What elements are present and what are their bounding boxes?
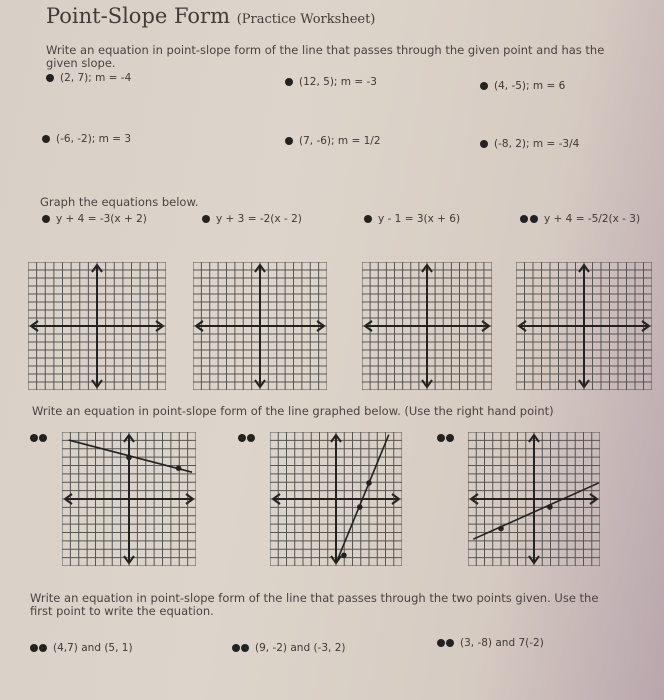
line-graph-3 <box>468 432 600 566</box>
bullet-icon <box>202 215 210 223</box>
problem-text: (12, 5); m = -3 <box>299 76 377 88</box>
equation-text: y - 1 = 3(x + 6) <box>378 213 461 225</box>
problem-text: (3, -8) and 7(-2) <box>460 637 544 649</box>
bullet-icon <box>30 644 38 652</box>
equation-text: y + 4 = -5/2(x - 3) <box>544 213 641 225</box>
bullet-icon <box>238 434 246 442</box>
line-point <box>126 455 132 461</box>
bullet-icon <box>285 78 293 86</box>
bullet-icon <box>480 140 488 148</box>
empty-grid-3[interactable] <box>362 262 492 390</box>
problem-text: (2, 7); m = -4 <box>60 72 132 84</box>
bullet-icon <box>437 639 445 647</box>
empty-grid-4[interactable] <box>516 262 652 390</box>
line-point <box>498 526 504 532</box>
graph-problem-3 <box>364 213 460 225</box>
section3-instructions: Write an equation in point-slope form of the line graphed below. (Use the right hand point) <box>32 404 554 418</box>
problem-4 <box>42 133 131 145</box>
graph-problem-1 <box>42 213 147 225</box>
section1-instructions: Write an equation in point-slope form of the line that passes through the given point and has the given slope. <box>46 43 605 70</box>
bullet-icon <box>241 644 249 652</box>
bullet-icon <box>364 215 372 223</box>
bullet-icon <box>39 644 47 652</box>
graph-problem-4 <box>520 213 640 225</box>
bullet-icon <box>446 434 454 442</box>
bullet-icon <box>30 434 38 442</box>
section4-instructions: Write an equation in point-slope form of the line that passes through the two points given. Use the first point to write the equation. <box>30 591 599 618</box>
problem-text: (4, -5); m = 6 <box>494 80 566 92</box>
bullet-pair <box>238 434 255 442</box>
problem-text: (4,7) and (5, 1) <box>53 642 133 654</box>
problem-text: (-8, 2); m = -3/4 <box>494 138 580 150</box>
bullet-icon <box>39 434 47 442</box>
bullet-icon <box>437 434 445 442</box>
line-point <box>176 465 182 471</box>
worksheet-title <box>46 4 375 28</box>
line-point <box>366 480 372 486</box>
equation-text: y + 4 = -3(x + 2) <box>56 213 147 225</box>
empty-grid-2[interactable] <box>193 262 327 390</box>
bullet-icon <box>480 82 488 90</box>
line-point <box>341 552 347 558</box>
bullet-pair <box>437 434 454 442</box>
problem-6 <box>480 138 579 150</box>
bullet-icon <box>530 215 538 223</box>
problem-5 <box>285 135 381 147</box>
problem-text: (9, -2) and (-3, 2) <box>255 642 346 654</box>
graphed-line <box>473 483 598 539</box>
problem-1 <box>46 72 131 84</box>
bullet-icon <box>446 639 454 647</box>
line-point <box>547 504 553 510</box>
equation-text: y + 3 = -2(x - 2) <box>216 213 302 225</box>
bullet-icon <box>42 215 50 223</box>
bullet-icon <box>520 215 528 223</box>
bullet-icon <box>232 644 240 652</box>
problem-2 <box>285 76 377 88</box>
graph-problem-2 <box>202 213 302 225</box>
line-graph-1 <box>62 432 196 566</box>
two-point-problem-2 <box>232 642 345 654</box>
line-graph-2 <box>270 432 402 566</box>
problem-text: (7, -6); m = 1/2 <box>299 135 381 147</box>
bullet-icon <box>285 137 293 145</box>
problem-3 <box>480 80 565 92</box>
subtitle: (Practice Worksheet) <box>236 12 376 27</box>
bullet-icon <box>247 434 255 442</box>
two-point-problem-3 <box>437 637 544 649</box>
problem-text: (-6, -2); m = 3 <box>56 133 132 145</box>
title-text: Point-Slope Form <box>46 4 231 28</box>
line-point <box>357 504 363 510</box>
empty-grid-1[interactable] <box>28 262 166 390</box>
bullet-icon <box>46 74 54 82</box>
two-point-problem-1 <box>30 642 133 654</box>
section2-instructions: Graph the equations below. <box>40 195 199 209</box>
bullet-pair <box>30 434 47 442</box>
bullet-icon <box>42 135 50 143</box>
